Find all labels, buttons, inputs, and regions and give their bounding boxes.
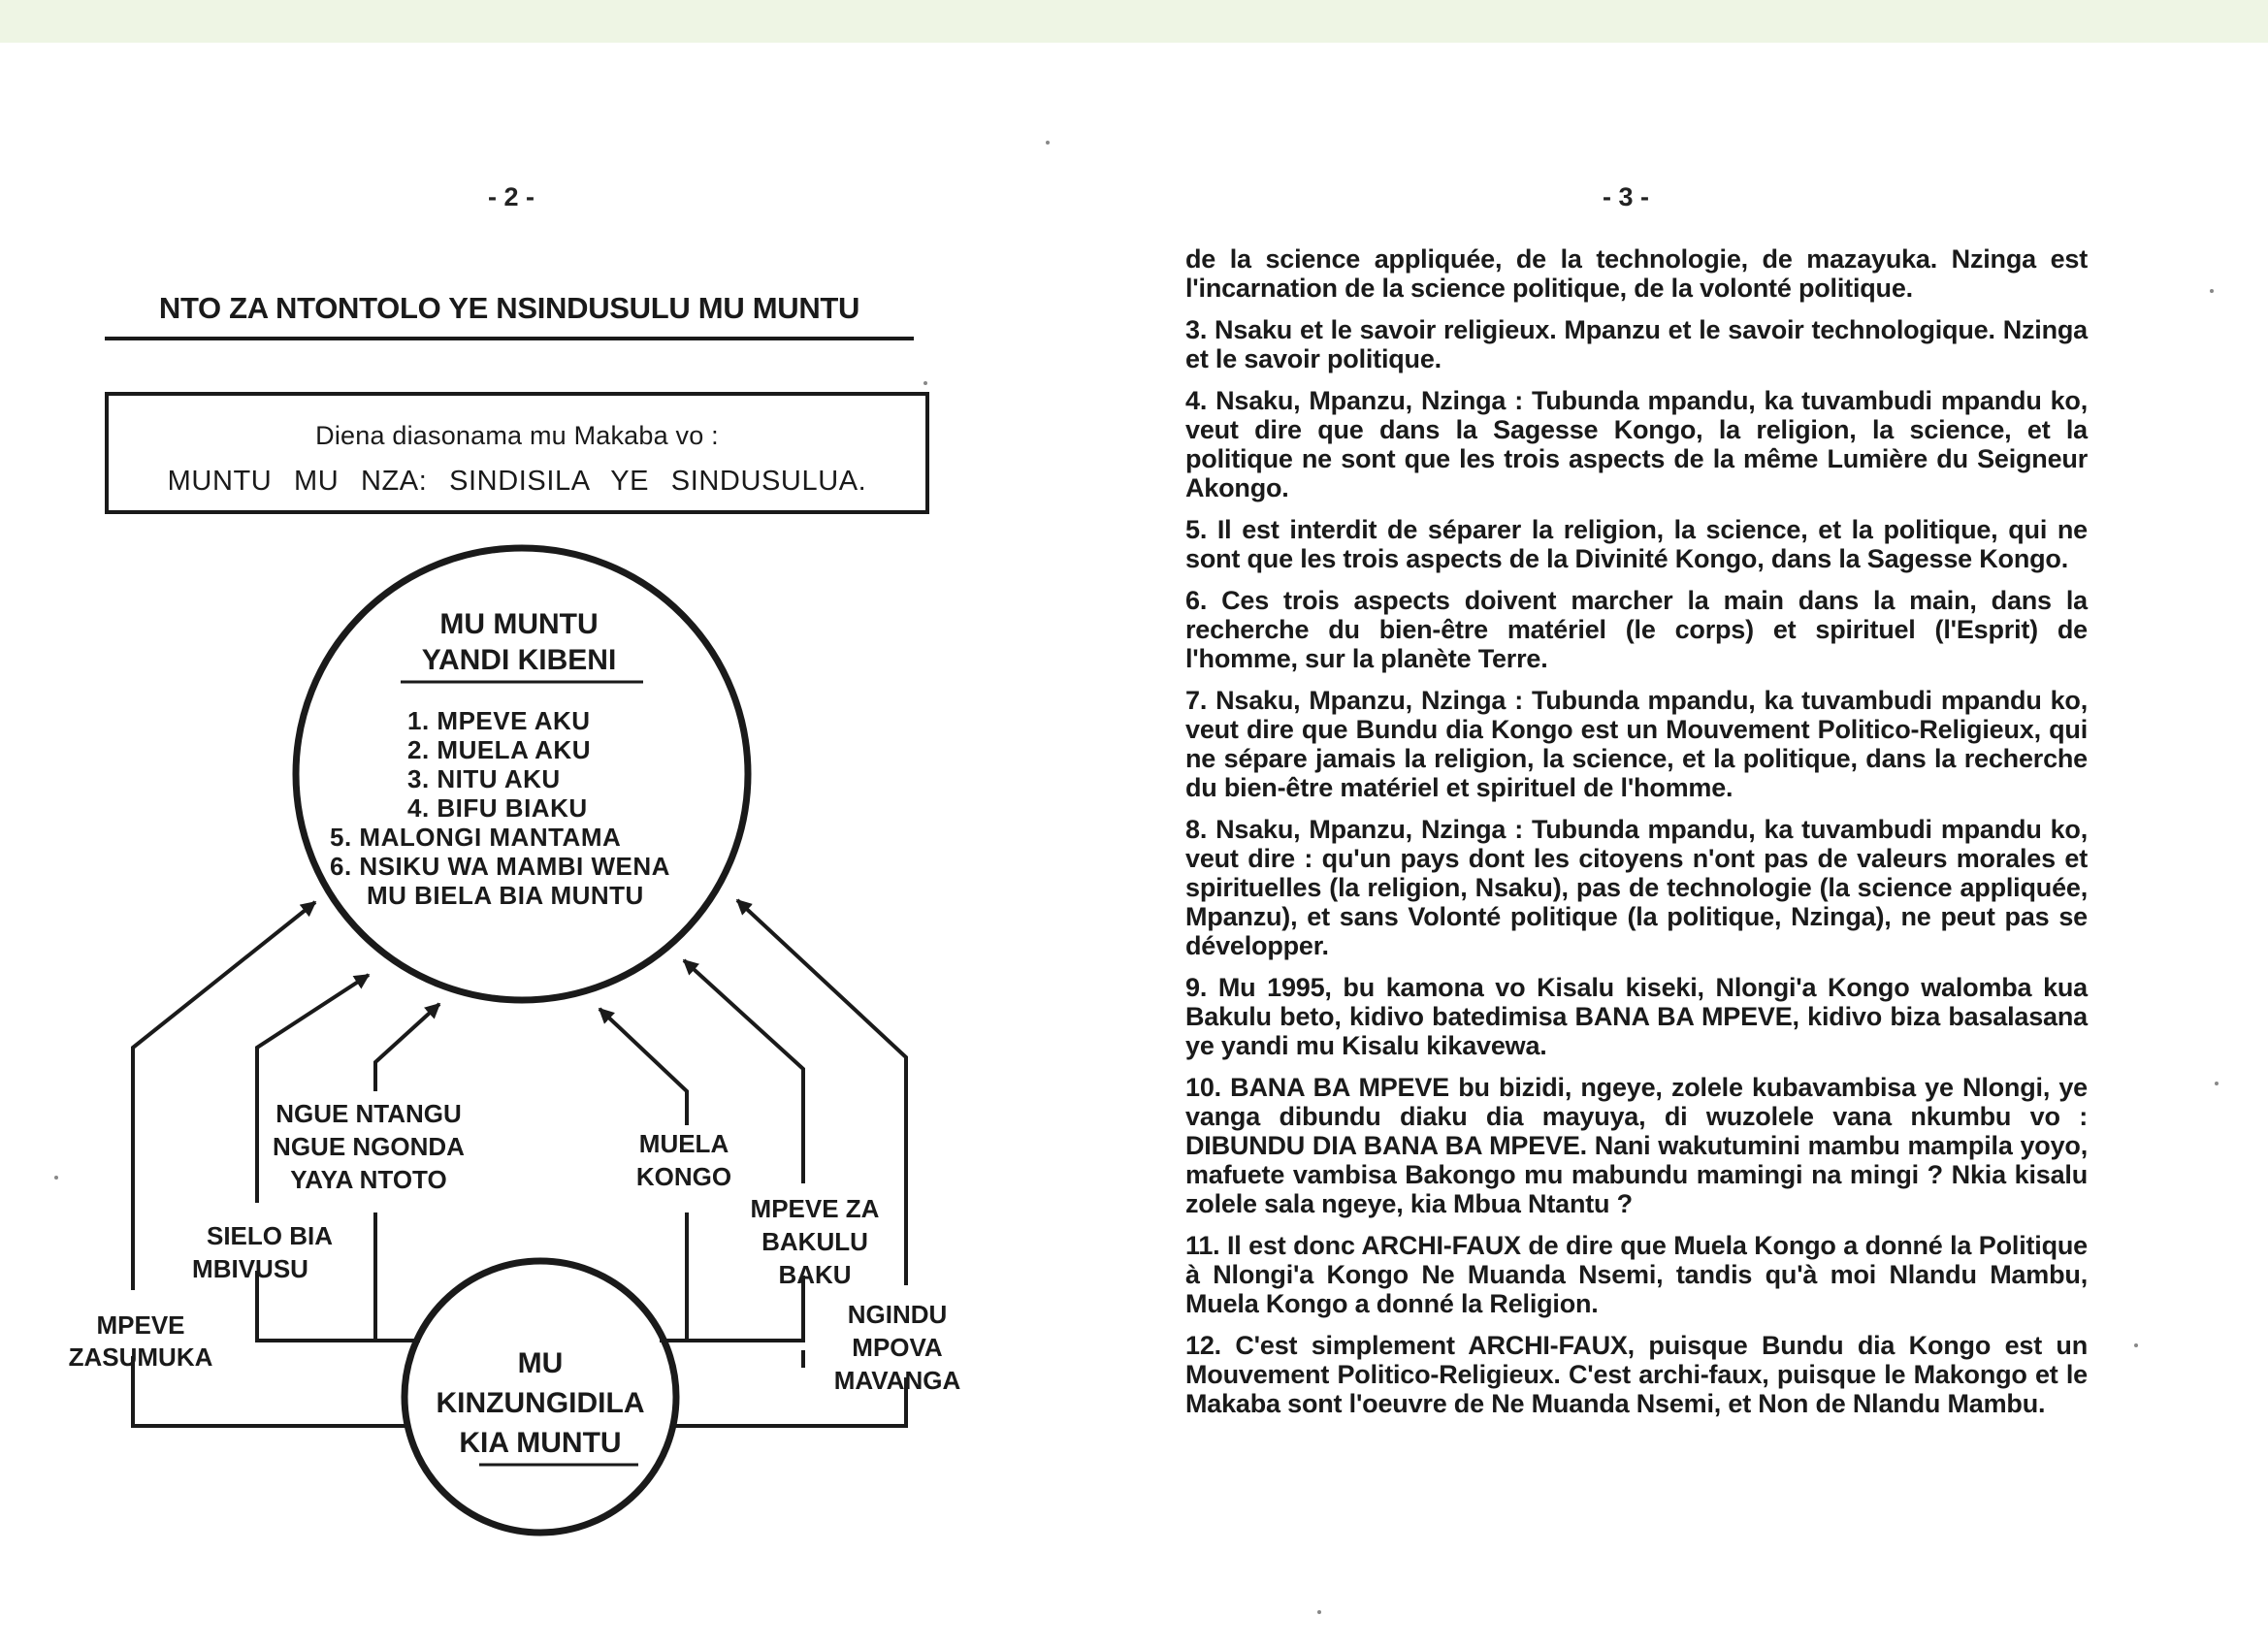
top-circle-item-6: 6. NSIKU WA MAMBI WENA — [330, 852, 670, 881]
label-ngue-2: NGUE NGONDA — [273, 1132, 465, 1161]
human-composition-diagram — [0, 0, 1067, 1649]
label-mpeve-zasumuka-2: ZASUMUKA — [68, 1342, 213, 1372]
paragraph-6: 6. Ces trois aspects doivent marcher la main dans la main, dans la recherche du bien-être matériel (le corps) et spirituel (l'Esprit) de l'homme, sur la planète Terre. — [1185, 586, 2088, 673]
paragraph-3: 3. Nsaku et le savoir religieux. Mpanzu et le savoir technologique. Nzinga et le savoir politique. — [1185, 315, 2088, 373]
left-page-number: - 2 - — [488, 182, 535, 211]
label-ngindu-2: MPOVA — [852, 1333, 943, 1362]
paragraph-5: 5. Il est interdit de séparer la religion, la science, et la politique, qui ne sont que les trois aspects de la Divinité Kongo, dans la Sagesse Kongo. — [1185, 515, 2088, 573]
top-circle-item-6-cont: MU BIELA BIA MUNTU — [367, 881, 644, 910]
paragraph-9: 9. Mu 1995, bu kamona vo Kisalu kiseki, Nlongi'a Kongo walomba kua Bakulu beto, kidivo batedimisa BANA BA MPEVE, kidivo biza basalasana ye yandi mu Kisalu kikavewa. — [1185, 973, 2088, 1060]
label-muela-2: KONGO — [635, 1162, 732, 1191]
right-page-text — [1185, 244, 2088, 1431]
left-page-title: NTO ZA NTONTOLO YE NSINDUSULU MU MUNTU — [158, 291, 860, 325]
top-circle-item-2: 2. MUELA AKU — [407, 735, 591, 764]
paragraph-10: 10. BANA BA MPEVE bu bizidi, ngeye, zolele kubavambisa ye Nlongi, ye vanga dibundu diaku dia mayuya, di wuzolele vana nkumbu vo : DIBUNDU DIA BANA BA MPEVE. Nani wakutumini mambu mampila yoyo, mafuete vambisa Bakongo mu mabundu mamingi na mingi ? Nkia kisalu zolele sala ngeye, kia Mbua Ntantu ? — [1185, 1073, 2088, 1218]
label-ngue-1: NGUE NTANGU — [275, 1099, 462, 1128]
paragraph-continuation: de la science appliquée, de la technologie, de mazayuka. Nzinga est l'incarnation de la science politique, de la volonté politique. — [1185, 244, 2088, 303]
scan-speck — [1317, 1610, 1321, 1614]
top-circle-item-5: 5. MALONGI MANTAMA — [330, 823, 622, 852]
bottom-circle-line2: KINZUNGIDILA — [436, 1387, 645, 1419]
top-circle-item-4: 4. BIFU BIAKU — [407, 793, 588, 823]
paragraph-8: 8. Nsaku, Mpanzu, Nzinga : Tubunda mpandu, ka tuvambudi mpandu ko, veut dire : qu'un pays dont les citoyens n'ont pas de valeurs morales et spirituelles (la religion, Nsaku), pas de technologie (la science appliquée, Mpanzu), et sans Volonté politique (la politique, Nzinga), ne peut pas se développer. — [1185, 815, 2088, 960]
top-circle-title-line2: YANDI KIBENI — [421, 644, 617, 676]
quote-line-1: Diena diasonama mu Makaba vo : — [315, 421, 719, 450]
scan-speck — [2210, 289, 2214, 293]
label-sielo-2: MBIVUSU — [192, 1254, 308, 1283]
label-ngue-3: YAYA NTOTO — [290, 1165, 447, 1194]
bottom-circle-line3: KIA MUNTU — [459, 1427, 622, 1459]
scan-speck — [54, 1176, 58, 1180]
top-circle-item-1: 1. MPEVE AKU — [407, 706, 591, 735]
arrow-muela-kongo — [599, 1009, 687, 1125]
right-page-number: - 3 - — [1603, 182, 1650, 211]
label-mpeve-za-bakulu-2: BAKULU — [761, 1227, 868, 1256]
label-ngindu-1: NGINDU — [847, 1300, 948, 1329]
scan-speck — [2134, 1343, 2138, 1347]
scan-speck — [2215, 1082, 2219, 1085]
paragraph-12: 12. C'est simplement ARCHI-FAUX, puisque Bundu dia Kongo est un Mouvement Politico-Religieux. C'est archi-faux, puisque le Makongo et le Makaba sont l'oeuvre de Ne Muanda Nsemi, et Non de Nlandu Mambu. — [1185, 1331, 2088, 1418]
label-sielo-1: SIELO BIA — [206, 1221, 334, 1250]
paragraph-7: 7. Nsaku, Mpanzu, Nzinga : Tubunda mpandu, ka tuvambudi mpandu ko, veut dire que Bundu dia Kongo est un Mouvement Politico-Religieux, qui ne sépare jamais la religion, la science, et la politique, dans la recherche du bien-être matériel et spirituel de l'homme. — [1185, 686, 2088, 802]
label-ngindu-3: MAVANGA — [833, 1366, 961, 1395]
label-mpeve-za-bakulu-1: MPEVE ZA — [750, 1194, 880, 1223]
label-mpeve-za-bakulu-3: BAKU — [778, 1260, 852, 1289]
top-circle-title-line1: MU MUNTU — [439, 608, 599, 640]
arrow-ngue-ntangu — [375, 1004, 439, 1091]
quote-line-2: MUNTU MU NZA: SINDISILA YE SINDUSULUA. — [167, 466, 867, 497]
paragraph-11: 11. Il est donc ARCHI-FAUX de dire que Muela Kongo a donné la Politique à Nlongi'a Kongo Ne Muanda Nsemi, tandis qu'à moi Nlandu Mambu, Muela Kongo a donné la Religion. — [1185, 1231, 2088, 1318]
paragraph-4: 4. Nsaku, Mpanzu, Nzinga : Tubunda mpandu, ka tuvambudi mpandu ko, veut dire que dans la Sagesse Kongo, la religion, la science, et la politique ne sont que les trois aspects de la même Lumière du Seigneur Akongo. — [1185, 386, 2088, 502]
label-mpeve-zasumuka-1: MPEVE — [96, 1310, 185, 1340]
bottom-circle-line1: MU — [517, 1347, 564, 1379]
scan-speck — [923, 381, 927, 385]
label-muela-1: MUELA — [638, 1129, 729, 1158]
scan-speck — [1046, 141, 1050, 145]
top-circle-item-3: 3. NITU AKU — [407, 764, 561, 793]
